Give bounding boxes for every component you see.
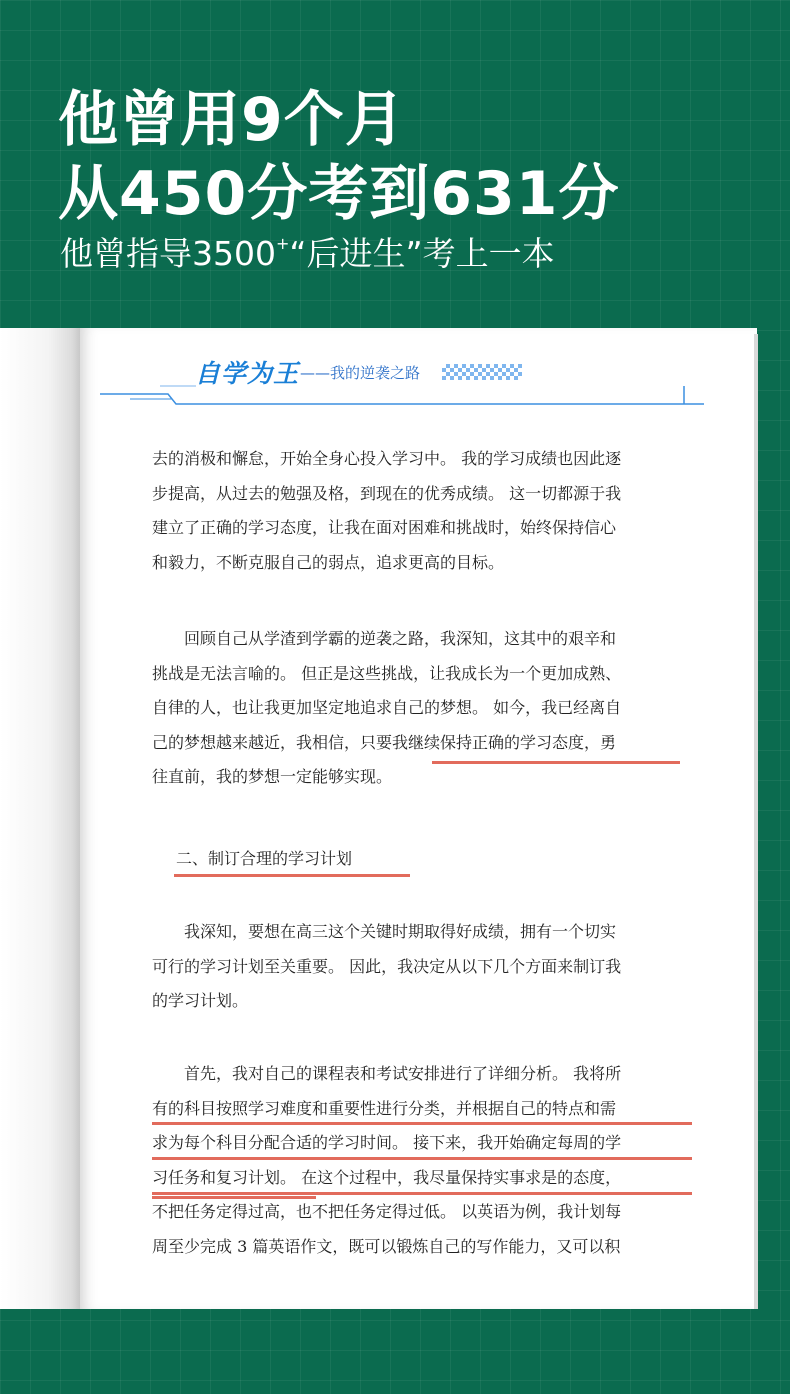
highlight-underline: [152, 1192, 692, 1195]
text-line: 不把任务定得过高，也不把任务定得过低。 以英语为例，我计划每: [152, 1202, 622, 1222]
text-line: 和毅力，不断克服自己的弱点，追求更高的目标。: [152, 552, 505, 572]
book-logo: 自学为王: [195, 359, 300, 388]
text-line: 己的梦想越来越近，我相信，只要我继续保持正确的学习态度，勇: [152, 732, 617, 752]
text-line: 首先，我对自己的课程表和考试安排进行了详细分析。 我将所: [152, 1064, 622, 1083]
text-line: 周至少完成 3 篇英语作文，既可以锻炼自己的写作能力，又可以积: [152, 1236, 621, 1256]
page-edge: [754, 334, 758, 1309]
highlight-underline: [152, 1196, 316, 1199]
left-page-curl: [0, 328, 80, 1309]
text-line: 回顾自己从学渣到学霸的逆袭之路，我深知，这其中的艰辛和: [152, 629, 617, 648]
subheadline: [60, 228, 555, 275]
highlight-underline: [432, 761, 680, 764]
text-line: 步提高，从过去的勉强及格，到现在的优秀成绩。 这一切都源于我: [152, 483, 622, 503]
highlight-underline: [152, 1122, 692, 1125]
paragraph-3: [152, 915, 700, 1019]
subheadline-plus: +: [275, 234, 290, 253]
headline-line-2: 从450分考到631分: [58, 159, 620, 229]
section-heading: 二、制订合理的学习计划: [176, 849, 353, 868]
header-checker-pattern: [442, 364, 522, 380]
text-line: 建立了正确的学习态度，让我在面对困难和挑战时，始终保持信心: [152, 518, 617, 538]
paragraph-1: [152, 442, 700, 580]
paragraph-2: [152, 622, 700, 795]
book-subtitle: ——我的逆袭之路: [300, 364, 421, 382]
text-line: 往直前，我的梦想一定能够实现。: [152, 767, 393, 787]
subheadline-suffix: “后进生”考上一本: [289, 234, 555, 273]
paragraph-4: [152, 1057, 700, 1265]
section-heading-underline: [174, 874, 410, 877]
header-rule-lines: [100, 382, 704, 408]
subheadline-prefix: 他曾指导3500: [60, 234, 276, 273]
text-line: 自律的人，也让我更加坚定地追求自己的梦想。 如今，我已经离自: [152, 698, 622, 718]
text-line: 我深知，要想在高三这个关键时期取得好成绩，拥有一个切实: [152, 922, 617, 941]
text-line: 习任务和复习计划。 在这个过程中，我尽量保持实事求是的态度，: [152, 1167, 622, 1187]
highlight-underline: [152, 1157, 692, 1160]
text-line: 去的消极和懈怠，开始全身心投入学习中。 我的学习成绩也因此逐: [152, 449, 622, 468]
text-line: 的学习计划。: [152, 991, 249, 1011]
text-line: 挑战是无法言喻的。 但正是这些挑战，让我成长为一个更加成熟、: [152, 663, 622, 683]
text-line: 有的科目按照学习难度和重要性进行分类，并根据自己的特点和需: [152, 1098, 617, 1118]
headline-line-1: 他曾用9个月: [58, 85, 406, 155]
text-line: 可行的学习计划至关重要。 因此，我决定从以下几个方面来制订我: [152, 956, 622, 976]
text-line: 求为每个科目分配合适的学习时间。 接下来，我开始确定每周的学: [152, 1133, 622, 1153]
